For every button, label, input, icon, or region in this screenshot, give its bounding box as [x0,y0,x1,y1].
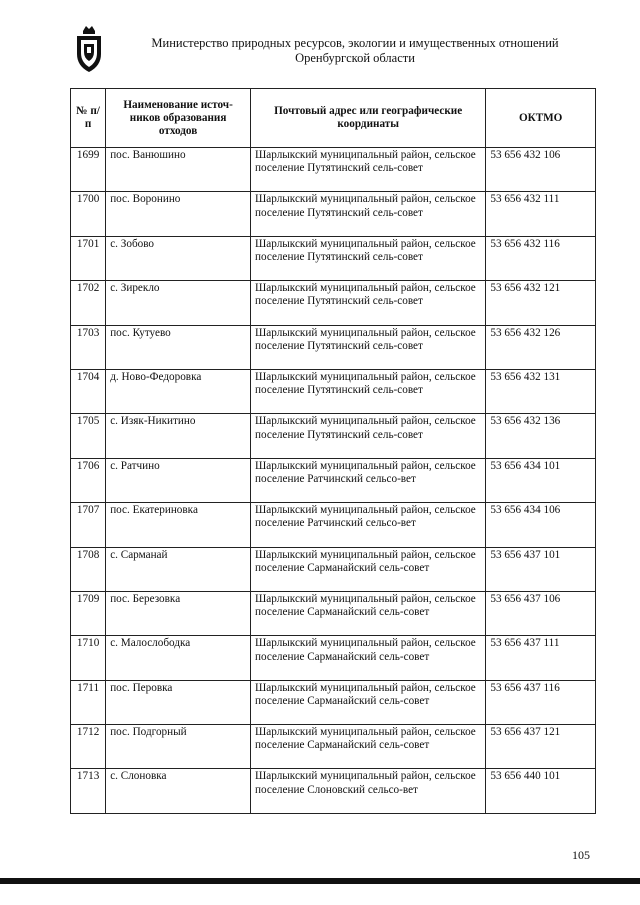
cell-name: с. Зирекло [106,281,251,325]
cell-oktmo: 53 656 432 116 [486,236,596,280]
cell-address: Шарлыкский муниципальный район, сельское поселение Ратчинский сельсо-вет [251,503,486,547]
cell-name: пос. Перовка [106,680,251,724]
cell-address: Шарлыкский муниципальный район, сельское поселение Путятинский сель-совет [251,192,486,236]
table-row [71,680,596,724]
cell-oktmo: 53 656 434 101 [486,458,596,502]
cell-number: 1708 [71,547,106,591]
cell-address: Шарлыкский муниципальный район, сельское поселение Сарманайский сель-совет [251,680,486,724]
table-body [71,148,596,814]
cell-address: Шарлыкский муниципальный район, сельское поселение Ратчинский сельсо-вет [251,458,486,502]
table-row [71,547,596,591]
cell-name: с. Зобово [106,236,251,280]
table-row [71,369,596,413]
cell-name: пос. Ванюшино [106,148,251,192]
cell-oktmo: 53 656 437 101 [486,547,596,591]
cell-oktmo: 53 656 437 116 [486,680,596,724]
coat-of-arms-icon [74,24,104,74]
cell-address: Шарлыкский муниципальный район, сельское поселение Сарманайский сель-совет [251,725,486,769]
cell-oktmo: 53 656 432 136 [486,414,596,458]
cell-oktmo: 53 656 432 111 [486,192,596,236]
cell-number: 1709 [71,591,106,635]
table-row [71,503,596,547]
cell-oktmo: 53 656 440 101 [486,769,596,813]
cell-number: 1706 [71,458,106,502]
cell-oktmo: 53 656 437 111 [486,636,596,680]
cell-address: Шарлыкский муниципальный район, сельское поселение Сарманайский сель-совет [251,636,486,680]
cell-address: Шарлыкский муниципальный район, сельское поселение Путятинский сель-совет [251,148,486,192]
cell-number: 1701 [71,236,106,280]
column-header-oktmo: ОКТМО [486,89,596,148]
cell-name: пос. Подгорный [106,725,251,769]
column-header-address: Почтовый адрес или географические координаты [251,89,486,148]
cell-number: 1712 [71,725,106,769]
cell-oktmo: 53 656 432 131 [486,369,596,413]
cell-oktmo: 53 656 432 121 [486,281,596,325]
cell-name: с. Ратчино [106,458,251,502]
table-row [71,636,596,680]
column-header-name: Наименование источ-ников образования отходов [106,89,251,148]
cell-name: пос. Кутуево [106,325,251,369]
table-header-row [71,89,596,148]
table-row [71,236,596,280]
table-row [71,725,596,769]
table-row [71,591,596,635]
cell-number: 1699 [71,148,106,192]
cell-number: 1702 [71,281,106,325]
region-title: Оренбургской области [295,51,415,65]
cell-address: Шарлыкский муниципальный район, сельское поселение Путятинский сель-совет [251,325,486,369]
cell-number: 1705 [71,414,106,458]
table-row [71,458,596,502]
cell-name: с. Сарманай [106,547,251,591]
table-row [71,414,596,458]
cell-oktmo: 53 656 437 121 [486,725,596,769]
cell-name: д. Ново-Федоровка [106,369,251,413]
cell-number: 1704 [71,369,106,413]
table-row [71,192,596,236]
table-row [71,325,596,369]
cell-address: Шарлыкский муниципальный район, сельское поселение Путятинский сель-совет [251,369,486,413]
cell-name: пос. Екатериновка [106,503,251,547]
cell-oktmo: 53 656 432 126 [486,325,596,369]
cell-address: Шарлыкский муниципальный район, сельское поселение Сарманайский сель-совет [251,547,486,591]
cell-oktmo: 53 656 434 106 [486,503,596,547]
cell-number: 1707 [71,503,106,547]
waste-sources-table [70,88,596,814]
cell-name: пос. Березовка [106,591,251,635]
table-row [71,281,596,325]
cell-number: 1700 [71,192,106,236]
column-header-number: № п/п [71,89,106,148]
cell-number: 1711 [71,680,106,724]
cell-address: Шарлыкский муниципальный район, сельское поселение Слоновский сельсо-вет [251,769,486,813]
cell-address: Шарлыкский муниципальный район, сельское поселение Путятинский сель-совет [251,414,486,458]
cell-address: Шарлыкский муниципальный район, сельское поселение Путятинский сель-совет [251,281,486,325]
cell-oktmo: 53 656 432 106 [486,148,596,192]
cell-address: Шарлыкский муниципальный район, сельское поселение Путятинский сель-совет [251,236,486,280]
cell-name: с. Слоновка [106,769,251,813]
table-row [71,148,596,192]
page-number: 105 [572,848,590,862]
cell-name: с. Малослободка [106,636,251,680]
cell-number: 1710 [71,636,106,680]
bottom-divider [0,878,640,884]
cell-number: 1703 [71,325,106,369]
cell-number: 1713 [71,769,106,813]
cell-name: с. Изяк-Никитино [106,414,251,458]
cell-oktmo: 53 656 437 106 [486,591,596,635]
table-row [71,769,596,813]
ministry-header [120,36,590,66]
ministry-title: Министерство природных ресурсов, экологии и имущественных отношений [151,36,559,50]
cell-name: пос. Воронино [106,192,251,236]
cell-address: Шарлыкский муниципальный район, сельское поселение Сарманайский сель-совет [251,591,486,635]
